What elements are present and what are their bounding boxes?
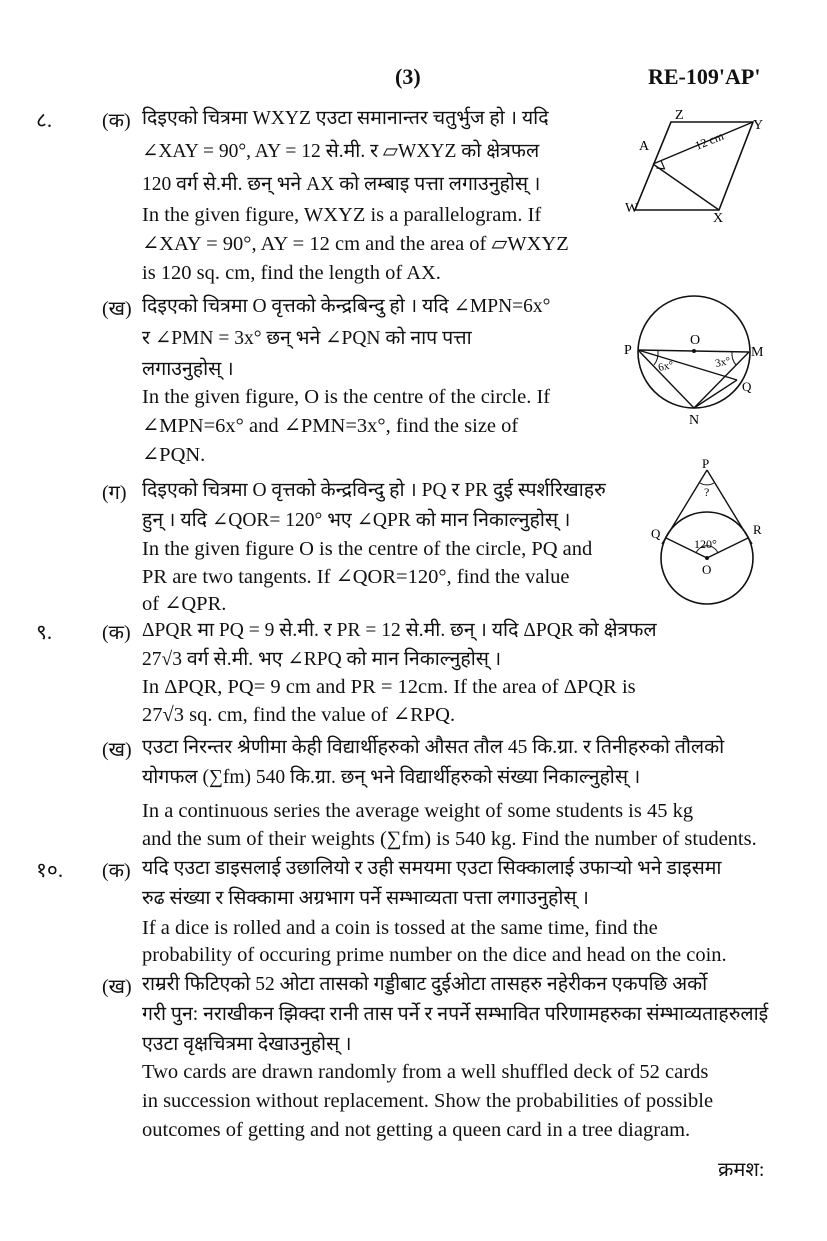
- english-line: PR are two tangents. If ∠QOR=120°, find the value: [142, 566, 570, 588]
- continued-note: क्रमश:: [718, 1159, 765, 1181]
- vertex-label: Y: [753, 118, 764, 133]
- circle-figure-pqn: [620, 290, 780, 430]
- vertex-label: Z: [675, 108, 684, 123]
- question-number: १०.: [36, 858, 64, 882]
- vertex-label: N: [689, 413, 700, 428]
- english-line: 27√3 sq. cm, find the value of ∠RPQ.: [142, 704, 456, 726]
- english-line: ∠XAY = 90°, AY = 12 cm and the area of ▱WXYZ: [142, 233, 569, 255]
- vertex-label: P: [702, 458, 710, 471]
- english-line: In the given figure, WXYZ is a parallelogram. If: [142, 204, 542, 226]
- vertex-label: R: [753, 522, 762, 537]
- tangent-circle-figure: [640, 458, 770, 610]
- page-number: (3): [395, 64, 421, 89]
- english-line: ∠PQN.: [142, 444, 206, 466]
- english-line: is 120 sq. cm, find the length of AX.: [142, 262, 441, 284]
- angle-label: 3x°: [714, 354, 732, 370]
- english-line: In the given figure O is the centre of the circle, PQ and: [142, 538, 593, 560]
- nepali-line: र ∠PMN = 3x° छन् भने ∠PQN को नाप पत्ता: [142, 328, 472, 349]
- sub-question-label: (ख): [102, 739, 132, 761]
- english-line: ∠MPN=6x° and ∠PMN=3x°, find the size of: [142, 415, 519, 437]
- sub-question-label: (ग): [102, 482, 127, 504]
- parallelogram-figure: [625, 108, 775, 228]
- vertex-label: O: [702, 562, 712, 577]
- vertex-label: M: [751, 345, 764, 360]
- english-line: In ΔPQR, PQ= 9 cm and PR = 12cm. If the area of ΔPQR is: [142, 676, 636, 698]
- nepali-line: एउटा वृक्षचित्रमा देखाउनुहोस् ।: [142, 1034, 352, 1055]
- nepali-line: ΔPQR मा PQ = 9 से.मी. र PR = 12 से.मी. छन् । यदि ΔPQR को क्षेत्रफल: [142, 620, 657, 641]
- angle-label: 120°: [694, 537, 717, 551]
- angle-label: 6x°: [657, 358, 675, 374]
- english-line: outcomes of getting and not getting a queen card in a tree diagram.: [142, 1119, 691, 1141]
- nepali-line: ∠XAY = 90°, AY = 12 से.मी. र ▱WXYZ को क्षेत्रफल: [142, 141, 540, 162]
- english-line: in succession without replacement. Show the probabilities of possible: [142, 1090, 714, 1112]
- vertex-label: O: [690, 333, 701, 348]
- nepali-line: योगफल (∑fm) 540 कि.ग्रा. छन् भने विद्यार्थीहरुको संख्या निकाल्नुहोस् ।: [142, 767, 641, 788]
- english-line: If a dice is rolled and a coin is tossed at the same time, find the: [142, 917, 658, 939]
- length-label: 12 cm: [692, 128, 726, 153]
- nepali-line: यदि एउटा डाइसलाई उछालियो र उही समयमा एउटा सिक्कालाई उफार्‍यो भने डाइसमा: [142, 858, 722, 879]
- vertex-label: A: [639, 139, 650, 154]
- english-line: and the sum of their weights (∑fm) is 540 kg. Find the number of students.: [142, 828, 757, 850]
- question-number: ९.: [36, 620, 53, 644]
- nepali-line: 120 वर्ग से.मी. छन् भने AX को लम्बाइ पत्ता लगाउनुहोस् ।: [142, 174, 541, 195]
- english-line: In the given figure, O is the centre of the circle. If: [142, 386, 551, 408]
- english-line: In a continuous series the average weight of some students is 45 kg: [142, 800, 694, 822]
- nepali-line: गरी पुन: नराखीकन झिक्दा रानी तास पर्ने र नपर्ने सम्भावित परिणामहरुका संम्भाव्यताहरुलाई: [142, 1004, 769, 1025]
- english-line: of ∠QPR.: [142, 593, 227, 615]
- paper-code: RE-109'AP': [648, 64, 761, 89]
- english-line: Two cards are drawn randomly from a well shuffled deck of 52 cards: [142, 1061, 709, 1083]
- sub-question-label: (ख): [102, 976, 132, 998]
- vertex-label: Q: [742, 379, 752, 394]
- vertex-label: X: [713, 211, 724, 226]
- sub-question-label: (क): [102, 110, 131, 132]
- nepali-line: 27√3 वर्ग से.मी. भए ∠RPQ को मान निकाल्नुहोस् ।: [142, 649, 502, 670]
- vertex-label: W: [625, 201, 639, 216]
- sub-question-label: (क): [102, 622, 131, 644]
- sub-question-label: (क): [102, 860, 131, 882]
- nepali-line: दिइएको चित्रमा WXYZ एउटा समानान्तर चतुर्भुज हो । यदि: [142, 108, 549, 129]
- question-number: ८.: [36, 108, 53, 132]
- angle-label: ?: [704, 485, 710, 499]
- nepali-line: हुन् । यदि ∠QOR= 120° भए ∠QPR को मान निकाल्नुहोस् ।: [142, 510, 571, 531]
- english-line: probability of occuring prime number on the dice and head on the coin.: [142, 944, 727, 966]
- vertex-label: Q: [651, 526, 661, 541]
- nepali-line: दिइएको चित्रमा O वृत्तको केन्द्रबिन्दु हो । यदि ∠MPN=6x°: [142, 296, 551, 317]
- sub-question-label: (ख): [102, 298, 132, 320]
- nepali-line: लगाउनुहोस् ।: [142, 359, 234, 380]
- nepali-line: राम्ररी फिटिएको 52 ओटा तासको गड्डीबाट दुईओटा तासहरु नहेरीकन एकपछि अर्को: [142, 974, 708, 995]
- vertex-label: P: [624, 343, 632, 358]
- nepali-line: रुढ संख्या र सिक्कामा अग्रभाग पर्ने सम्भाव्यता पत्ता लगाउनुहोस् ।: [142, 888, 589, 909]
- nepali-line: एउटा निरन्तर श्रेणीमा केही विद्यार्थीहरुको औसत तौल 45 कि.ग्रा. र तिनीहरुको तौलको: [142, 737, 725, 758]
- nepali-line: दिइएको चित्रमा O वृत्तको केन्द्रविन्दु हो । PQ र PR दुई स्पर्शरिखाहरु: [142, 480, 606, 501]
